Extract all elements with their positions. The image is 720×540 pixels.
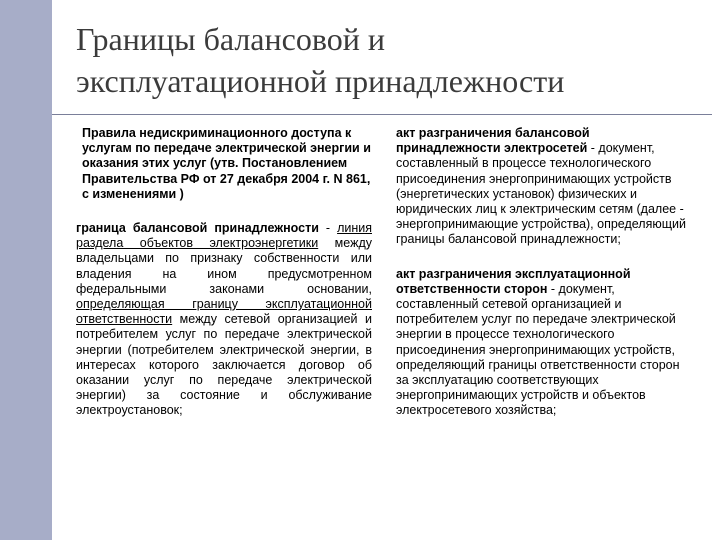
responsibility-act-definition [396,267,692,419]
definition-text-2: между сетевой организацией и потребителем услуг по передаче электрической энергии (потребителем электрической энергии, в интересах которого заключается договор об оказании услуг по передаче электрической энергии) за состояние и обслуживание электроустановок; [76,312,372,418]
definition-text-1: между владельцами по признаку собственности или владения на ином предусмотренном федеральными законами основании, [76,236,372,296]
rules-document-title: Правила недискриминационного доступа к услугам по передаче электрической энергии и оказания этих услуг (утв. Постановлением Правительства РФ от 27 декабря 2004 г. N 861, с изменениями ) [82,126,371,201]
side-accent-bar [0,0,52,540]
slide-title-line-1: Границы балансовой и [76,21,385,57]
definition-underlined-1: линия раздела объектов электроэнергетики [76,221,372,251]
responsibility-act-term: акт разграничения эксплуатационной ответственности сторон [396,266,631,296]
slide-title-line-2: эксплуатационной принадлежности [76,63,565,99]
balance-boundary-term: граница балансовой принадлежности [76,221,319,236]
slide-title [76,18,696,102]
balance-boundary-definition [76,221,372,419]
balance-act-term: акт разграничения балансовой принадлежности электросетей [396,126,590,156]
right-column [396,126,692,438]
balance-act-definition [396,126,692,248]
definition-underlined-2: определяющая границу эксплуатационной ответственности [76,297,372,327]
left-column [76,126,372,438]
balance-act-text: - документ, составленный в процессе технологического присоединения энергопринимающих устройств (энергетических установок) физических и юридических лиц к электрическим сетям (далее - энергопринимающие устройства), определяющий границы балансовой принадлежности; [396,141,686,247]
definition-dash: - [318,221,338,236]
responsibility-act-text: - документ, составленный сетевой организацией и потребителем услуг по передаче электрической энергии в процессе технологического присоединения энергопринимающих устройств, определяющий границы ответственности сторон за эксплуатацию соответствующих энергопринимающих устройств и объектов электросетевого хозяйства; [396,281,680,418]
title-underline-divider [52,114,712,115]
